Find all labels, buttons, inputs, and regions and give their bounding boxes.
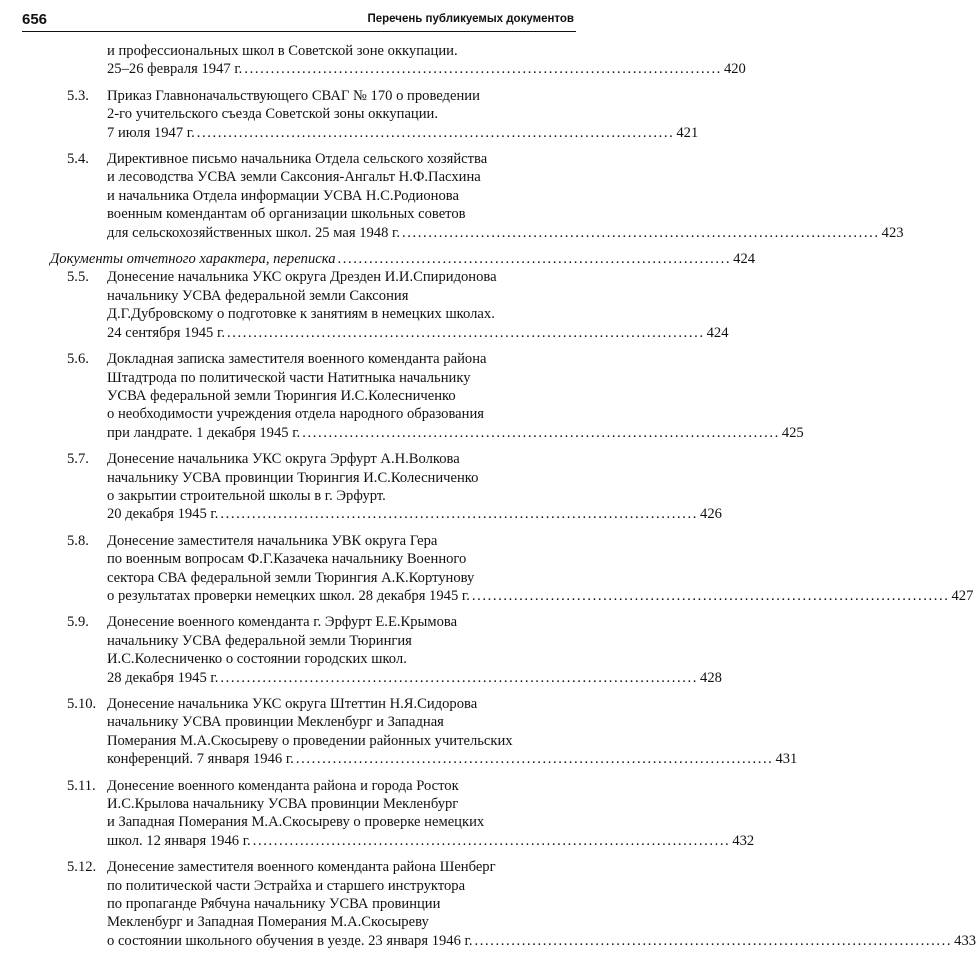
entry-line: и начальника Отдела информации УСВА Н.С.Родионова	[107, 187, 459, 204]
entry-last-line	[107, 832, 755, 850]
entry-number: 5.6.	[67, 351, 89, 368]
entry-line: сектора СВА федеральной земли Тюрингия А.К.Кортунову	[107, 569, 475, 586]
entry-line: Мекленбург и Западная Померания М.А.Скосыреву	[107, 914, 429, 931]
entry-text	[50, 268, 729, 342]
running-title: Перечень публикуемых документов	[367, 13, 574, 25]
section-title: Документы отчетного характера, переписка	[50, 251, 336, 268]
toc-entry	[50, 858, 976, 950]
entry-line: УСВА федеральной земли Тюрингия И.С.Колесниченко	[107, 387, 456, 404]
entry-number: 5.10.	[67, 696, 97, 712]
entry-line: начальнику УСВА провинции Мекленбург и Западная	[107, 714, 444, 731]
entry-last-line	[107, 932, 976, 950]
entry-date: 28 декабря 1945 г.	[107, 669, 219, 686]
leader-dots: ...........................................................................................	[474, 932, 953, 949]
entry-last-line	[107, 424, 804, 442]
entry-line: Померания М.А.Скосыреву о проведении районных учительских	[107, 732, 513, 749]
leader-dots: ...........................................................................	[337, 251, 732, 268]
entry-group-2	[50, 268, 976, 950]
entry-date: 20 декабря 1945 г.	[107, 506, 219, 523]
entry-line: Д.Г.Дубровскому о подготовке к занятиям в немецких школах.	[107, 306, 495, 323]
toc-entry	[50, 695, 798, 769]
entry-line: Докладная записка заместителя военного коменданта района	[107, 351, 487, 368]
entry-line: Донесение начальника УКС округа Штеттин Н.Я.Сидорова	[107, 696, 478, 712]
page-number: 656	[22, 11, 48, 28]
entry-number: 5.9.	[67, 614, 89, 631]
entry-date: о состоянии школьного обучения в уезде. 23 января 1946 г.	[107, 932, 473, 949]
entry-date: 7 июля 1947 г.	[107, 124, 195, 141]
entry-line: и лесоводства УСВА земли Саксония-Ангальт Н.Ф.Пасхина	[107, 169, 481, 186]
entry-text	[50, 350, 804, 442]
entry-number: 5.3.	[67, 87, 89, 104]
entry-text	[50, 858, 976, 950]
entry-text	[50, 613, 722, 687]
entry-date: о результатах проверки немецких школ. 28 декабря 1945 г.	[107, 587, 470, 604]
leader-dots: ...........................................................................................	[220, 506, 699, 523]
entry-line: военным комендантам об организации школьных советов	[107, 206, 466, 223]
entry-date: школ. 12 января 1946 г.	[107, 832, 251, 849]
entry-last-line	[107, 505, 722, 523]
entry-page: 420	[723, 61, 746, 78]
entry-line: по пропаганде Рябчуна начальнику УСВА провинции	[107, 896, 441, 913]
entry-line: Донесение военного коменданта района и города Росток	[107, 777, 459, 794]
entry-date: 24 сентября 1945 г.	[107, 324, 225, 341]
toc-entry	[50, 268, 729, 342]
toc-entry	[50, 87, 699, 142]
entry-line: начальнику УСВА федеральной земли Саксония	[107, 287, 409, 304]
entry-line: по военным вопросам Ф.Г.Казачека начальнику Военного	[107, 551, 467, 568]
table-of-contents	[50, 42, 976, 958]
section-page: 424	[733, 251, 756, 268]
entry-page: 423	[881, 224, 904, 241]
leader-dots: ...........................................................................................	[227, 324, 705, 341]
entry-line: И.С.Колесниченко о состоянии городских школ.	[107, 651, 407, 668]
entry-text	[50, 450, 722, 524]
entry-page: 425	[781, 424, 804, 441]
entry-group-1	[50, 42, 904, 242]
entry-line: начальнику УСВА провинции Тюрингия И.С.Колесниченко	[107, 469, 479, 486]
entry-page: 432	[732, 832, 755, 849]
entry-line: Донесение начальника УКС округа Эрфурт А.Н.Волкова	[107, 451, 460, 468]
leader-dots: ...........................................................................................	[471, 587, 950, 604]
entry-number: 5.12.	[67, 859, 97, 876]
entry-text	[50, 777, 755, 851]
entry-number: 5.11.	[67, 777, 96, 794]
leader-dots: ...........................................................................................	[196, 124, 675, 141]
entry-date: при ландрате. 1 декабря 1945 г.	[107, 424, 301, 441]
entry-line: И.С.Крылова начальнику УСВА провинции Мекленбург	[107, 796, 459, 813]
entry-line: о необходимости учреждения отдела народного образования	[107, 406, 484, 423]
leader-dots: ...........................................................................................	[244, 61, 722, 78]
page-header	[0, 0, 600, 34]
toc-entry	[50, 350, 804, 442]
toc-entry	[50, 777, 755, 851]
entry-line: Донесение заместителя начальника УВК округа Гера	[107, 532, 438, 549]
entry-line: 2-го учительского съезда Советской зоны оккупации.	[107, 106, 439, 123]
entry-line: по политической части Эстрайха и старшего инструктора	[107, 877, 466, 894]
entry-last-line	[107, 750, 798, 768]
entry-text	[50, 87, 699, 142]
entry-line: Донесение военного коменданта г. Эрфурт Е.Е.Крымова	[107, 614, 458, 631]
entry-line: Директивное письмо начальника Отдела сельского хозяйства	[107, 151, 488, 168]
leader-dots: ...........................................................................................	[295, 751, 774, 768]
entry-line: и профессиональных школ в Советской зоне оккупации.	[107, 43, 458, 59]
entry-page: 431	[775, 751, 798, 768]
entry-line: Донесение начальника УКС округа Дрезден И.И.Спиридонова	[107, 269, 497, 286]
entry-line: и Западная Померания М.А.Скосыреву о проверке немецких	[107, 814, 485, 831]
entry-last-line	[107, 60, 746, 78]
entry-text	[50, 695, 798, 769]
leader-dots: ...........................................................................................	[252, 832, 731, 849]
entry-page: 433	[954, 932, 976, 949]
toc-entry	[50, 150, 904, 242]
entry-line: Штадтрода по политической части Натитныка начальнику	[107, 369, 471, 386]
entry-number: 5.4.	[67, 151, 89, 168]
entry-page: 424	[706, 324, 729, 341]
entry-number: 5.8.	[67, 532, 89, 549]
entry-last-line	[107, 324, 729, 342]
entry-date: 25–26 февраля 1947 г.	[107, 61, 243, 78]
entry-number: 5.7.	[67, 451, 89, 468]
entry-last-line	[107, 224, 904, 242]
entry-last-line	[107, 669, 722, 687]
entry-text	[50, 532, 974, 606]
entry-page: 427	[951, 587, 974, 604]
entry-line: о закрытии строительной школы в г. Эрфурт.	[107, 487, 386, 504]
toc-entry	[50, 450, 722, 524]
entry-last-line	[107, 124, 699, 142]
entry-last-line	[107, 587, 974, 605]
toc-entry	[50, 613, 722, 687]
leader-dots: ...........................................................................................	[402, 224, 880, 241]
entry-page: 426	[700, 506, 722, 523]
entry-line: Донесение заместителя военного коменданта района Шенберг	[107, 859, 496, 876]
toc-entry	[50, 532, 974, 606]
entry-line: начальнику УСВА федеральной земли Тюрингия	[107, 632, 412, 649]
entry-text	[50, 150, 904, 242]
entry-date: для сельскохозяйственных школ. 25 мая 1948 г.	[107, 224, 401, 241]
entry-text	[50, 42, 746, 79]
entry-page: 421	[676, 124, 699, 141]
section-heading	[50, 250, 756, 268]
entry-number: 5.5.	[67, 269, 89, 286]
header-rule	[22, 31, 576, 32]
leader-dots: ...........................................................................................	[220, 669, 699, 686]
toc-entry	[50, 42, 746, 79]
entry-page: 428	[700, 669, 722, 686]
entry-date: конференций. 7 января 1946 г.	[107, 751, 294, 768]
leader-dots: ...........................................................................................	[302, 424, 780, 441]
entry-line: Приказ Главноначальствующего СВАГ № 170 о проведении	[107, 87, 480, 104]
